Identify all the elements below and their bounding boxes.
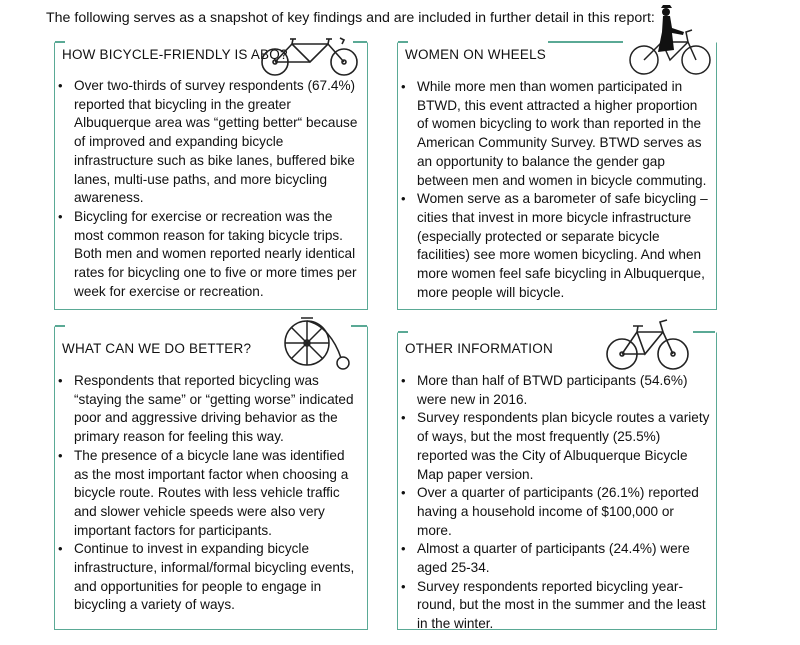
section-women-on-wheels — [397, 42, 717, 310]
bullet-item: • Survey respondents plan bicycle routes a variety of ways, but the most frequently (25.5%) reported was the City of Albuquerque Bicycle Map paper version. — [398, 409, 710, 484]
section-title: OTHER INFORMATION — [405, 341, 553, 356]
bullet-item: • Continue to invest in expanding bicycle infrastructure, informal/formal bicycling events, and opportunities for people to engage in bicycling a variety of ways. — [55, 540, 361, 615]
bullet-list — [398, 372, 710, 634]
section-title: WHAT CAN WE DO BETTER? — [62, 341, 252, 356]
bullet-item: • Respondents that reported bicycling was “staying the same” or “getting worse” indicated poor and aggressive driving behavior as the primary reason for feeling this way. — [55, 372, 361, 447]
bullet-list — [398, 78, 710, 302]
intro-text: The following serves as a snapshot of key findings and are included in further detail in this report: — [46, 10, 655, 26]
bullet-item: • Over two-thirds of survey respondents (67.4%) reported that bicycling in the greater Albuquerque area was “getting better“ because of improved and expanding bicycle infrastructure such as bike lanes, buffered bike lanes, multi-use paths, and more bicycling awareness. — [55, 77, 361, 208]
bicycle-icon — [605, 316, 691, 372]
bullet-item: • Women serve as a barometer of safe bicycling – cities that invest in more bicycle infrastructure (especially protected or separate bicycle facilities) see more women bicycling. And when more women feel safe bicycling in Albuquerque, more people will bicycle. — [398, 190, 710, 302]
bullet-item: • While more men than women participated in BTWD, this event attracted a higher proportion of women bicycling to work than reported in the American Community Survey. BTWD serves as an opportunity to balance the gender gap between men and women in bicycle commuting. — [398, 78, 710, 190]
section-title: HOW BICYCLE-FRIENDLY IS ABQ? — [62, 47, 288, 62]
bullet-list — [55, 77, 361, 301]
bullet-item: • Bicycling for exercise or recreation was the most common reason for taking bicycle trips. Both men and women reported nearly identical rates for bicycling one to five or more times per week for exercise or recreation. — [55, 208, 361, 302]
woman-on-bicycle-icon — [628, 2, 714, 78]
penny-farthing-icon — [283, 310, 353, 372]
bullet-item: • Almost a quarter of participants (24.4%) were aged 25-34. — [398, 540, 710, 577]
bullet-item: • More than half of BTWD participants (54.6%) were new in 2016. — [398, 372, 710, 409]
bullet-list — [55, 372, 361, 615]
bullet-item: • The presence of a bicycle lane was identified as the most important factor when choosing a bicycle route. Routes with less vehicle traffic and slower vehicle speeds were also very important factors for participants. — [55, 447, 361, 541]
bullet-item: • Survey respondents reported bicycling year-round, but the most in the summer and the least in the winter. — [398, 578, 710, 634]
section-title: WOMEN ON WHEELS — [405, 47, 547, 62]
bullet-item: • Over a quarter of participants (26.1%) reported having a household income of $100,000 or more. — [398, 484, 710, 540]
section-bicycle-friendly-abq — [54, 42, 368, 310]
tandem-bicycle-icon — [260, 30, 360, 80]
section-other-information — [397, 332, 717, 630]
